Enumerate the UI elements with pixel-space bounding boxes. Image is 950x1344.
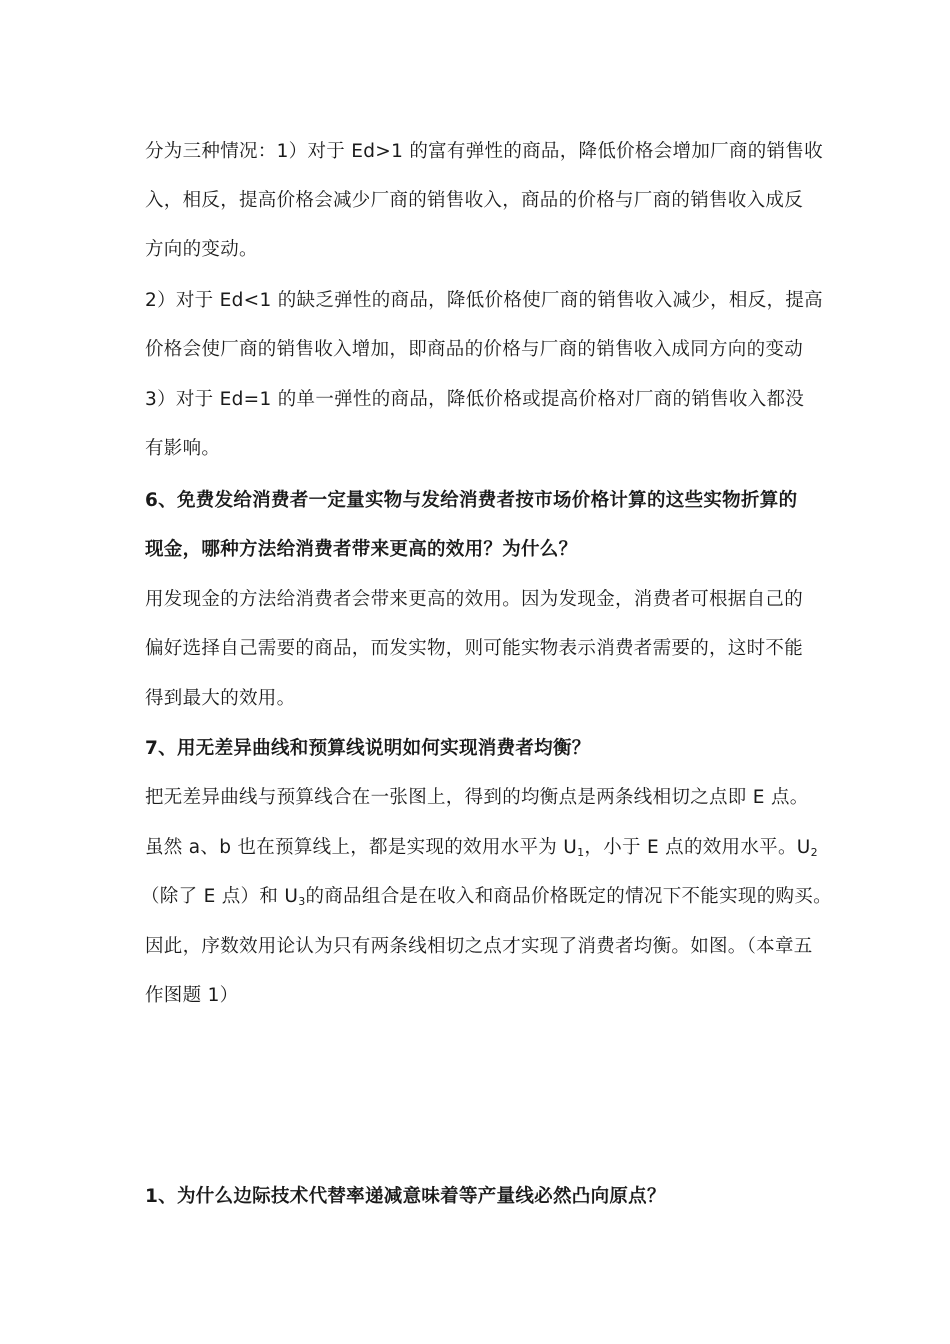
paragraph-line: 有影响。 bbox=[145, 438, 221, 459]
text-span: 的商品组合是在收入和商品价格既定的情况下不能实现的购买。 bbox=[305, 886, 832, 907]
paragraph-line: 作图题 1） bbox=[145, 985, 239, 1006]
text-span: （除了 E 点）和 U bbox=[141, 886, 299, 907]
paragraph-line: 方向的变动。 bbox=[145, 239, 258, 260]
text-span: 虽然 a、b 也在预算线上，都是实现的效用水平为 U bbox=[145, 837, 578, 858]
paragraph-line bbox=[141, 884, 832, 915]
subscript: 3 bbox=[298, 895, 306, 908]
paragraph-line: 偏好选择自己需要的商品，而发实物，则可能实物表示消费者需要的，这时不能 bbox=[145, 638, 804, 659]
paragraph-line: 把无差异曲线与预算线合在一张图上，得到的均衡点是两条线相切之点即 E 点。 bbox=[145, 787, 809, 808]
paragraph-line bbox=[145, 835, 818, 866]
text-span: ，小于 E 点的效用水平。U bbox=[584, 837, 811, 858]
question-heading: 7、用无差异曲线和预算线说明如何实现消费者均衡？ bbox=[145, 738, 591, 759]
paragraph-line: 分为三种情况：1）对于 Ed>1 的富有弹性的商品，降低价格会增加厂商的销售收 bbox=[145, 141, 823, 162]
subscript: 2 bbox=[810, 846, 818, 859]
paragraph-line: 价格会使厂商的销售收入增加，即商品的价格与厂商的销售收入成同方向的变动 bbox=[145, 339, 804, 360]
question-heading: 1、为什么边际技术代替率递减意味着等产量线必然凸向原点？ bbox=[145, 1186, 666, 1207]
paragraph-line: 得到最大的效用。 bbox=[145, 688, 296, 709]
paragraph-line: 3）对于 Ed=1 的单一弹性的商品，降低价格或提高价格对厂商的销售收入都没 bbox=[145, 389, 805, 410]
subscript: 1 bbox=[577, 846, 585, 859]
question-heading: 6、免费发给消费者一定量实物与发给消费者按市场价格计算的这些实物折算的 bbox=[145, 490, 798, 511]
paragraph-line: 因此，序数效用论认为只有两条线相切之点才实现了消费者均衡。如图。（本章五 bbox=[145, 936, 813, 957]
paragraph-line: 入，相反，提高价格会减少厂商的销售收入，商品的价格与厂商的销售收入成反 bbox=[145, 190, 804, 211]
paragraph-line: 2）对于 Ed<1 的缺乏弹性的商品，降低价格使厂商的销售收入减少，相反，提高 bbox=[145, 290, 823, 311]
paragraph-line: 用发现金的方法给消费者会带来更高的效用。因为发现金，消费者可根据自己的 bbox=[145, 589, 804, 610]
question-heading: 现金，哪种方法给消费者带来更高的效用？为什么？ bbox=[145, 539, 578, 560]
